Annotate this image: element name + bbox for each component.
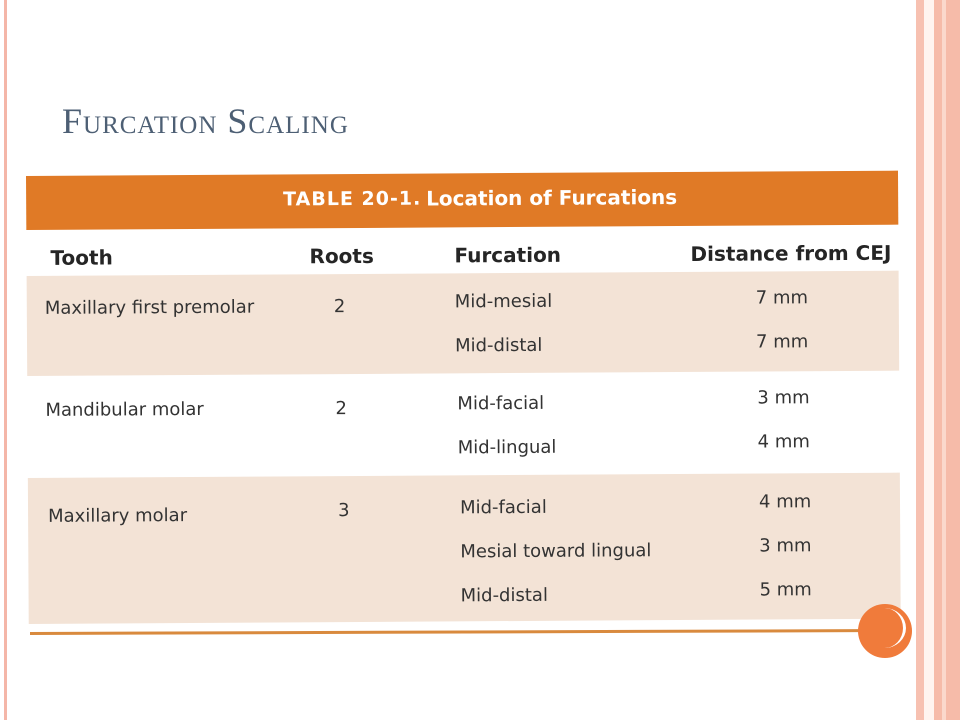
cell-furcation: Mid-distal bbox=[460, 584, 548, 607]
right-decorative-stripe bbox=[934, 0, 960, 720]
cell-tooth: Mandibular molar bbox=[45, 398, 204, 421]
cell-distance: 3 mm bbox=[757, 387, 810, 409]
cell-tooth: Maxillary first premolar bbox=[44, 296, 255, 319]
cell-furcation: Mid-distal bbox=[454, 334, 543, 357]
cell-furcation: Mid-facial bbox=[457, 392, 545, 415]
cell-tooth: Maxillary molar bbox=[48, 505, 188, 527]
left-decorative-line bbox=[4, 0, 7, 720]
cell-distance: 3 mm bbox=[759, 535, 812, 557]
right-decorative-stripe bbox=[924, 0, 934, 720]
cell-furcation: Mid-facial bbox=[459, 496, 547, 519]
decorative-circle bbox=[858, 604, 912, 658]
header-tooth: Tooth bbox=[50, 245, 113, 270]
table-caption: Location of Furcations bbox=[426, 185, 678, 211]
table-banner bbox=[26, 171, 898, 230]
cell-roots: 2 bbox=[333, 296, 346, 318]
cell-furcation: Mid-mesial bbox=[454, 290, 553, 313]
header-furcation: Furcation bbox=[454, 242, 562, 268]
cell-distance: 7 mm bbox=[755, 287, 809, 309]
slide-title: Furcation Scaling bbox=[62, 101, 349, 141]
right-decorative-stripe bbox=[916, 0, 924, 720]
cell-roots: 2 bbox=[335, 398, 347, 420]
cell-roots: 3 bbox=[337, 500, 350, 522]
cell-distance: 4 mm bbox=[758, 491, 812, 513]
right-decorative-stripe bbox=[942, 0, 946, 720]
cell-furcation: Mid-lingual bbox=[457, 436, 557, 459]
header-distance: Distance from CEJ bbox=[690, 240, 892, 266]
cell-distance: 7 mm bbox=[755, 331, 809, 353]
cell-furcation: Mesial toward lingual bbox=[460, 540, 652, 563]
cell-distance: 5 mm bbox=[759, 579, 812, 601]
header-roots: Roots bbox=[309, 243, 374, 269]
bottom-rule bbox=[30, 629, 906, 635]
furcation-table bbox=[26, 171, 901, 628]
cell-distance: 4 mm bbox=[757, 431, 810, 453]
table-number: TABLE 20-1. bbox=[283, 187, 422, 211]
